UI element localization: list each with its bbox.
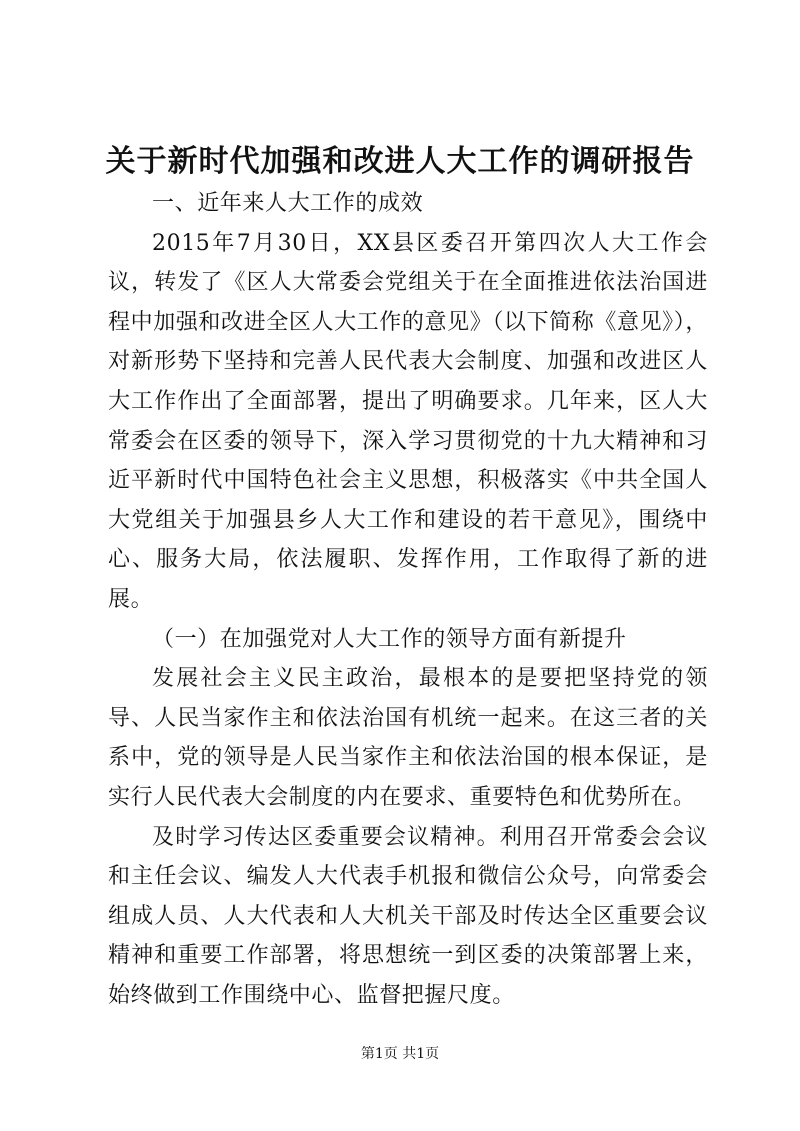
document-title: 关于新时代加强和改进人大工作的调研报告 <box>105 144 695 179</box>
section-heading-1: 一、近年来人大工作的成效 <box>152 191 424 216</box>
document-body <box>108 184 708 1015</box>
paragraph-1: 2015年7月30日，XX县区委召开第四次人大工作会议，转发了《区人大常委会党组关于在全面推进依法治国进程中加强和改进全区人大工作的意见》（以下简称《意见》），对新形势下坚持和完善人民代表大会制度、加强和改进区人大工作作出了全面部署，提出了明确要求。几年来，区人大常委会在区委的领导下，深入学习贯彻党的十九大精神和习近平新时代中国特色社会主义思想，积极落实《中共全国人大党组关于加强县乡人大工作和建设的若干意见》，围绕中心、服务大局，依法履职、发挥作用，工作取得了新的进展。 <box>108 230 708 612</box>
section-heading-2: （一）在加强党对人大工作的领导方面有新提升 <box>152 626 627 652</box>
page-number-footer: 第1页 共1页 <box>360 1046 440 1062</box>
paragraph-2: 发展社会主义民主政治，最根本的是要把坚持党的领导、人民当家作主和依法治国有机统一起来。在这三者的关系中，党的领导是人民当家作主和依法治国的根本保证，是实行人民代表大会制度的内在要求、重要特色和优势所在。 <box>108 666 708 810</box>
paragraph-3: 及时学习传达区委重要会议精神。利用召开常委会会议和主任会议、编发人大代表手机报和微信公众号，向常委会组成人员、人大代表和人大机关干部及时传达全区重要会议精神和重要工作部署，将思想统一到区委的决策部署上来，始终做到工作围绕中心、监督把握尺度。 <box>108 824 708 1008</box>
